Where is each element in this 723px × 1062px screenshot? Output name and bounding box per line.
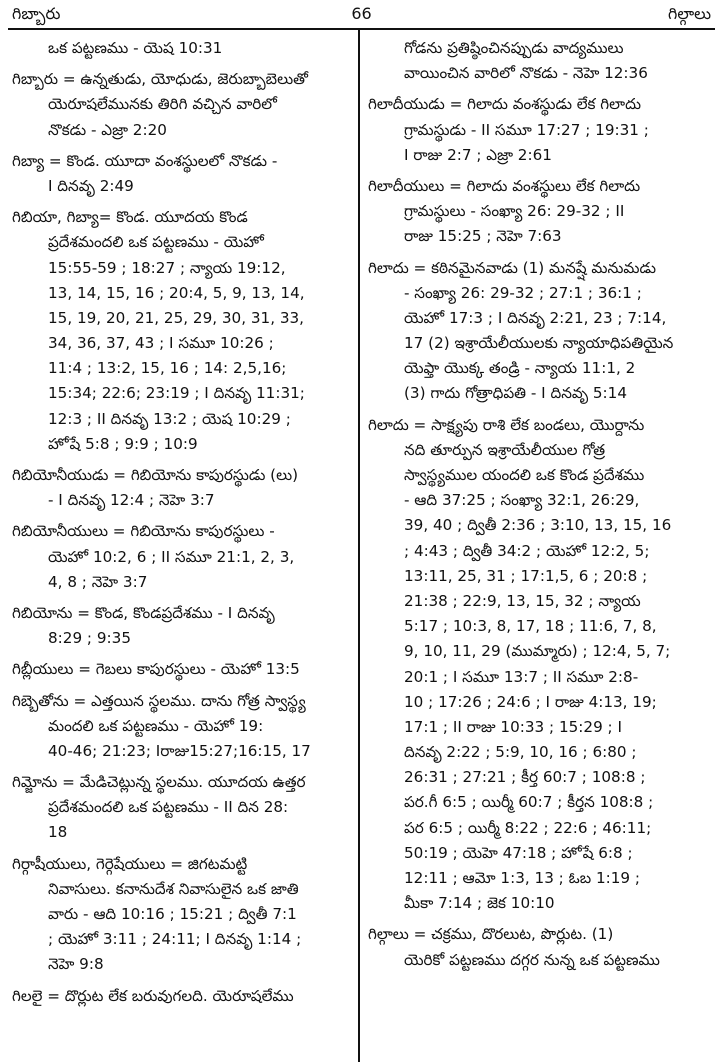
entry-text-line: 50:19 ; యెహె 47:18 ; హోషే 6:8 ;: [404, 843, 633, 862]
entry-text-line: గోడను ప్రతిష్ఠించినప్పుడు వాద్యములు: [404, 39, 624, 57]
entry-text-line: 9, 10, 11, 29 (ముమ్మారు) ; 12:4, 5, 7;: [404, 642, 671, 661]
dictionary-entry: [12, 463, 352, 513]
entry-headword-line: గిలలై = దొర్లుట లేక బరువుగలది. యెరూషలేము: [12, 986, 294, 1005]
page-header: [8, 2, 715, 26]
entry-text-line: హోషే 5:8 ; 9:9 ; 10:9: [48, 434, 198, 453]
entry-text-line: 12:3 ; II దినవృ 13:2 ; యెష 10:29 ;: [48, 409, 291, 428]
entry-text-line: దినవృ 2:22 ; 5:9, 10, 16 ; 6:80 ;: [404, 743, 637, 762]
entry-text-line: 5:17 ; 10:3, 8, 17, 18 ; 11:6, 7, 8,: [404, 617, 657, 636]
entry-text-line: యెహో 17:3 ; I దినవృ 2:21, 23 ; 7:14,: [404, 308, 667, 327]
entry-text-line: - I దినవృ 12:4 ; నెహె 3:7: [48, 491, 215, 510]
entry-text-line: 13:11, 25, 31 ; 17:1,5, 6 ; 20:8 ;: [404, 566, 648, 585]
entry-headword-line: గిబ్బెతోను = ఎత్తయిన స్థలము. దాను గోత్ర స్వాస్థ్య: [12, 691, 306, 710]
entry-text-line: 18: [48, 823, 68, 842]
entry-headword-line: గిల్గాలు = చక్రము, దొరలుట, పొర్లుట. (1): [368, 925, 614, 944]
entry-text-line: 40-46; 21:23; Iరాజు15:27;16:15, 17: [48, 741, 311, 760]
entry-text-line: యెఫ్తా యొక్క తండ్రి - న్యాయ 11:1, 2: [404, 359, 636, 378]
entry-text-line: వాయించిన వారిలో నొకడు - నెహె 12:36: [404, 64, 648, 83]
entry-text-line: నది తూర్పున ఇశ్రాయేలీయుల గోత్ర: [404, 440, 606, 459]
right-column: [368, 36, 716, 973]
entry-text-line: - ఆది 37:25 ; సంఖ్యా 32:1, 26:29,: [404, 491, 640, 510]
header-first-entry: గిబ్బారు: [12, 4, 61, 23]
left-column: [12, 36, 352, 1009]
entry-text-line: I రాజు 2:7 ; ఎజ్రా 2:61: [404, 145, 552, 164]
entry-headword-line: గిలాదు = కఠినమైనవాడు (1) మనష్షే మనుమడు: [368, 258, 656, 277]
entry-text-line: పర.గీ 6:5 ; యిర్మీ 60:7 ; కీర్తన 108:8 ;: [404, 793, 654, 812]
entry-text-line: 26:31 ; 27:21 ; కీర్త 60:7 ; 108:8 ;: [404, 768, 646, 787]
dictionary-entry: [12, 67, 352, 143]
header-rule: [8, 28, 715, 30]
entry-headword-line: గిబియోను = కొండ, కొండప్రదేశము - I దినవృ: [12, 603, 275, 622]
entry-text-line: I దినవృ 2:49: [48, 176, 134, 195]
entry-text-line: ప్రదేశమందలి ఒక పట్టణము - యెహో: [48, 233, 264, 252]
dictionary-entry: [368, 256, 716, 407]
entry-text-line: ; 4:43 ; ద్వితీ 34:2 ; యెహో 12:2, 5;: [404, 541, 650, 560]
entry-text-line: పర 6:5 ; యిర్మీ 8:22 ; 22:6 ; 46:11;: [404, 818, 652, 837]
entry-text-line: - సంఖ్యా 26: 29-32 ; 27:1 ; 36:1 ;: [404, 283, 642, 302]
entry-text-line: నెహె 9:8: [48, 955, 104, 974]
entry-headword-line: గిబియా, గిబ్యా= కొండ. యూదయ కొండ: [12, 208, 248, 227]
entry-text-line: 17:1 ; II రాజు 10:33 ; 15:29 ; I: [404, 717, 622, 736]
entry-text-line: 10 ; 17:26 ; 24:6 ; I రాజు 4:13, 19;: [404, 692, 657, 711]
entry-headword-line: గిబియోనీయులు = గిబియోను కాపురస్థులు -: [12, 522, 275, 541]
entry-text-line: వారు - ఆది 10:16 ; 15:21 ; ద్వితీ 7:1: [48, 905, 297, 923]
entry-text-line: యెహో 10:2, 6 ; II సమూ 21:1, 2, 3,: [48, 547, 295, 566]
entry-text-line: 34, 36, 37, 43 ; I సమూ 10:26 ;: [48, 334, 274, 353]
entry-text-line: యెరూషలేమునకు తిరిగి వచ్చిన వారిలో: [48, 95, 277, 114]
header-last-entry: గిల్గాలు: [668, 4, 711, 23]
entry-headword-line: గిబ్యా = కొండ. యూదా వంశస్థులలో నొకడు -: [12, 151, 278, 170]
entry-text-line: యెరికో పట్టణము దగ్గర నున్న ఒక పట్టణము: [404, 950, 660, 969]
entry-headword-line: గిబ్బారు = ఉన్నతుడు, యోధుడు, జెరుబ్బాబెలుతో: [12, 70, 308, 89]
column-divider: [358, 30, 360, 1062]
entry-text-line: 21:38 ; 22:9, 13, 15, 32 ; న్యాయ: [404, 591, 641, 610]
entry-text-line: 13, 14, 15, 16 ; 20:4, 5, 9, 13, 14,: [48, 283, 305, 302]
entry-text-line: 4, 8 ; నెహె 3:7: [48, 572, 148, 591]
dictionary-entry: [12, 205, 352, 457]
entry-headword-line: గిమ్జోను = మేడిచెట్లున్న స్థలము. యూదయ ఉత్తర: [12, 773, 306, 792]
entry-headword-line: గిబియోనీయుడు = గిబియోను కాపురస్థుడు (లు): [12, 466, 299, 484]
entry-text-line: 8:29 ; 9:35: [48, 629, 131, 648]
entry-text-line: 11:4 ; 13:2, 15, 16 ; 14: 2,5,16;: [48, 359, 287, 378]
entry-text-line: రాజు 15:25 ; నెహె 7:63: [404, 227, 562, 246]
dictionary-entry: [368, 413, 716, 917]
entry-text-line: గ్రామస్థుడు - II సమూ 17:27 ; 19:31 ;: [404, 120, 649, 139]
dictionary-entry: [368, 174, 716, 250]
entry-text-line: మందలి ఒక పట్టణము - యెహో 19:: [48, 716, 264, 735]
entry-text-line: 39, 40 ; ద్వితీ 2:36 ; 3:10, 13, 15, 16: [404, 516, 672, 535]
entry-text-line: ఒక పట్టణము - యెష 10:31: [48, 39, 223, 57]
entry-text-line: 15:55-59 ; 18:27 ; న్యాయ 19:12,: [48, 258, 286, 277]
entry-headword-line: గిబ్లీయులు = గెబలు కాపురస్థులు - యెహో 13:5: [12, 660, 300, 679]
entry-text-line: (3) గాదు గోత్రాధిపతి - I దినవృ 5:14: [404, 384, 627, 403]
dictionary-entry: [368, 92, 716, 168]
entry-headword-line: గిలాదు = సాక్ష్యపు రాశి లేక బండలు, యొర్దాను: [368, 415, 645, 434]
entry-text-line: 12:11 ; ఆమో 1:3, 13 ; ఓబ 1:19 ;: [404, 869, 640, 887]
dictionary-entry: [12, 770, 352, 846]
entry-headword-line: గిలాదీయులు = గిలాదు వంశస్థులు లేక గిలాదు: [368, 176, 641, 195]
entry-text-line: ప్రదేశమందలి ఒక పట్టణము - II దిన 28:: [48, 798, 289, 817]
entry-text-line: 20:1 ; I సమూ 13:7 ; II సమూ 2:8-: [404, 667, 639, 686]
entry-headword-line: గిర్గాషీయులు, గెర్గెషేయులు = జిగటమట్టి: [12, 854, 248, 873]
entry-text-line: మీకా 7:14 ; జెక 10:10: [404, 894, 555, 913]
page-number: 66: [351, 4, 372, 23]
entry-text-line: 15, 19, 20, 21, 25, 29, 30, 31, 33,: [48, 308, 304, 327]
entry-text-line: నివాసులు. కనానుదేశ నివాసులైన ఒక జాతి: [48, 879, 299, 898]
entry-text-line: నొకడు - ఎజ్రా 2:20: [48, 120, 167, 139]
dictionary-entry: [368, 36, 716, 86]
entry-headword-line: గిలాదీయుడు = గిలాదు వంశస్థుడు లేక గిలాదు: [368, 95, 642, 114]
entry-text-line: గ్రామస్థులు - సంఖ్యా 26: 29-32 ; II: [404, 202, 625, 221]
entry-text-line: 17 (2) ఇశ్రాయేలీయులకు న్యాయాధిపతియైన: [404, 334, 674, 353]
entry-text-line: ; యెహో 3:11 ; 24:11; I దినవృ 1:14 ;: [48, 930, 302, 949]
dictionary-entry: [12, 657, 352, 682]
dictionary-entry: [12, 149, 352, 199]
dictionary-entry: [12, 601, 352, 651]
dictionary-entry: [12, 519, 352, 595]
dictionary-entry: [12, 689, 352, 765]
dictionary-entry: [12, 36, 352, 61]
dictionary-entry: [12, 984, 352, 1009]
entry-text-line: 15:34; 22:6; 23:19 ; I దినవృ 11:31;: [48, 384, 305, 403]
dictionary-entry: [12, 852, 352, 978]
entry-text-line: స్వాస్థ్యముల యందలి ఒక కొండ ప్రదేశము: [404, 466, 645, 484]
dictionary-entry: [368, 922, 716, 972]
